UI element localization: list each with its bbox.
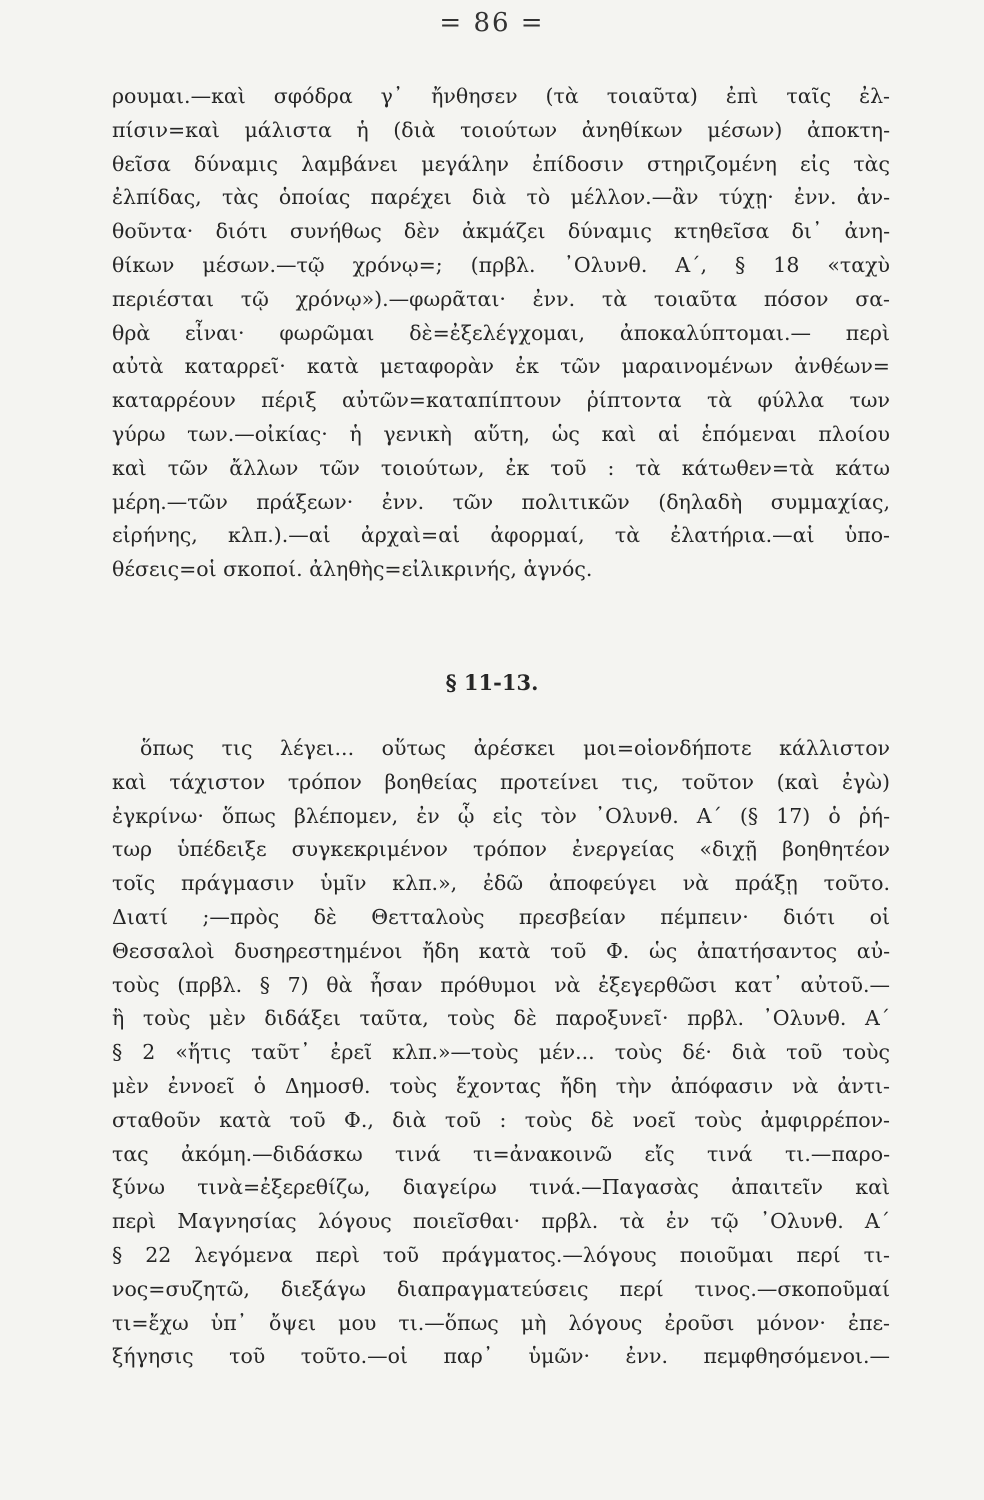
paragraph-2 bbox=[112, 732, 890, 1374]
text-line: καὶ τάχιστον τρόπον βοηθείας προτείνει τις, τοῦτον (καὶ ἐγὼ) bbox=[112, 769, 890, 794]
text-line: ἣ τοὺς μὲν διδάξει ταῦτα, τοὺς δὲ παροξυνεῖ· πρβλ. ᾿Ολυνθ. Α΄ bbox=[112, 1006, 890, 1031]
section-heading: § 11-13. bbox=[445, 670, 539, 695]
text-line: Διατί ;—πρὸς δὲ Θετταλοὺς πρεσβείαν πέμπειν· διότι οἱ bbox=[112, 904, 890, 929]
text-line: θρὰ εἶναι· φωρῶμαι δὲ=ἐξελέγχομαι, ἀποκαλύπτομαι.— περὶ bbox=[112, 320, 890, 345]
text-line: γύρω των.—οἰκίας· ἡ γενικὴ αὕτη, ὡς καὶ αἱ ἑπόμεναι πλοίου bbox=[112, 421, 890, 446]
text-line: τοὺς (πρβλ. § 7) θὰ ἦσαν πρόθυμοι νὰ ἐξεγερθῶσι κατ᾽ αὐτοῦ.— bbox=[112, 972, 890, 997]
text-line: § 2 «ἥτις ταῦτ᾽ ἐρεῖ κλπ.»—τοὺς μέν... τοὺς δέ· διὰ τοῦ τοὺς bbox=[112, 1040, 890, 1065]
text-line: ρουμαι.—καὶ σφόδρα γ᾽ ἤνθησεν (τὰ τοιαῦτα) ἐπὶ ταῖς ἐλ- bbox=[112, 84, 890, 108]
text-line: § 22 λεγόμενα περὶ τοῦ πράγματος.—λόγους ποιοῦμαι περί τι- bbox=[112, 1242, 890, 1267]
text-line: τας ἀκόμη.—διδάσκω τινά τι=ἀνακοινῶ εἴς τινά τι.—παρο- bbox=[112, 1141, 890, 1166]
text-line: θέσεις=οἱ σκοποί. ἀληθὴς=εἰλικρινής, ἁγνός. bbox=[112, 557, 593, 582]
text-line: θίκων μέσων.—τῷ χρόνῳ=; (πρβλ. ᾿Ολυνθ. Α΄, § 18 «ταχὺ bbox=[112, 252, 890, 277]
text-line: Θεσσαλοὶ δυσηρεστημένοι ἤδη κατὰ τοῦ Φ. ὡς ἀπατήσαντος αὐ- bbox=[112, 938, 890, 963]
text-line: θοῦντα· διότι συνήθως δὲν ἀκμάζει δύναμις κτηθεῖσα δι᾽ ἀνη- bbox=[112, 219, 890, 244]
text-line: θεῖσα δύναμις λαμβάνει μεγάλην ἐπίδοσιν στηριζομένη εἰς τὰς bbox=[112, 151, 890, 176]
text-line: ἐγκρίνω· ὅπως βλέπομεν, ἐν ᾧ εἰς τὸν ᾿Ολυνθ. Α΄ (§ 17) ὁ ῥή- bbox=[112, 803, 890, 828]
text-line: τοῖς πράγμασιν ὑμῖν κλπ.», ἐδῶ ἀποφεύγει νὰ πράξῃ τοῦτο. bbox=[112, 871, 890, 896]
text-line: ξήγησις τοῦ τοῦτο.—οἱ παρ᾽ ὑμῶν· ἐνν. πεμφθησόμενοι.— bbox=[112, 1344, 890, 1369]
text-line: ξύνω τινὰ=ἐξερεθίζω, διαγείρω τινά.—Παγασὰς ἀπαιτεῖν καὶ bbox=[112, 1175, 890, 1200]
paragraph-1 bbox=[112, 80, 890, 587]
text-line: νος=συζητῶ, διεξάγω διαπραγματεύσεις περί τινος.—σκοποῦμαί bbox=[112, 1276, 890, 1301]
text-line: καταρρέουν πέριξ αὐτῶν=καταπίπτουν ῥίπτοντα τὰ φύλλα των bbox=[112, 388, 890, 413]
text-line: μέρη.—τῶν πράξεων· ἐνν. τῶν πολιτικῶν (δηλαδὴ συμμαχίας, bbox=[112, 489, 890, 514]
text-line: ἐλπίδας, τὰς ὁποίας παρέχει διὰ τὸ μέλλον.—ἂν τύχῃ· ἐνν. ἀν- bbox=[112, 185, 890, 210]
text-line: καὶ τῶν ἄλλων τῶν τοιούτων, ἐκ τοῦ : τὰ κάτωθεν=τὰ κάτω bbox=[112, 455, 890, 480]
text-line: τωρ ὑπέδειξε συγκεκριμένον τρόπον ἐνεργείας «διχῇ βοηθητέον bbox=[112, 837, 890, 862]
text-line: τι=ἔχω ὑπ᾽ ὄψει μου τι.—ὅπως μὴ λόγους ἐροῦσι μόνον· ἐπε- bbox=[112, 1310, 890, 1335]
text-line: εἰρήνης, κλπ.).—αἱ ἀρχαὶ=αἱ ἀφορμαί, τὰ ἐλατήρια.—αἱ ὑπο- bbox=[112, 523, 890, 548]
text-line: αὐτὰ καταρρεῖ· κατὰ μεταφορὰν ἐκ τῶν μαραινομένων ἀνθέων= bbox=[112, 354, 890, 379]
text-line: σταθοῦν κατὰ τοῦ Φ., διὰ τοῦ : τοὺς δὲ νοεῖ τοὺς ἀμφιρρέπον- bbox=[112, 1107, 890, 1132]
text-line: περὶ Μαγνησίας λόγους ποιεῖσθαι· πρβλ. τὰ ἐν τῷ ᾿Ολυνθ. Α΄ bbox=[112, 1209, 890, 1234]
text-line: πίσιν=καὶ μάλιστα ἡ (διὰ τοιούτων ἀνηθίκων μέσων) ἀποκτη- bbox=[112, 117, 890, 142]
text-line: μὲν ἐννοεῖ ὁ Δημοσθ. τοὺς ἔχοντας ἤδη τὴν ἀπόφασιν νὰ ἀντι- bbox=[112, 1073, 890, 1098]
text-line: περιέσται τῷ χρόνῳ»).—φωρᾶται· ἐνν. τὰ τοιαῦτα πόσον σα- bbox=[112, 286, 890, 311]
page-number: = 86 = bbox=[439, 8, 545, 38]
text-line: ὅπως τις λέγει... οὕτως ἀρέσκει μοι=οἱονδήποτε κάλλιστον bbox=[140, 736, 890, 760]
